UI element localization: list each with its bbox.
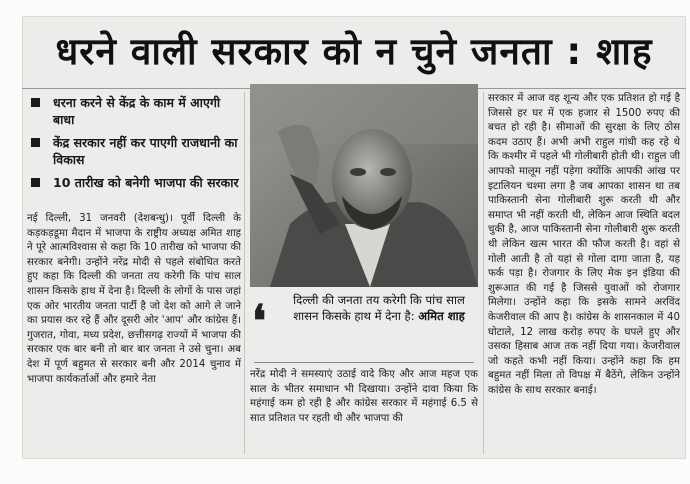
- column-divider: [244, 92, 245, 454]
- left-article-column: [27, 212, 241, 456]
- bullet-item: [27, 94, 242, 128]
- pull-quote: [250, 290, 478, 362]
- bullet-square-icon: [31, 98, 40, 107]
- headline: धरने वाली सरकार को न चुने जनता : शाह: [55, 30, 653, 73]
- portrait-photo-icon: [250, 84, 478, 287]
- left-column-text: नई दिल्ली, 31 जनवरी (देशबन्धु)। पूर्वी दिल्ली के कड़कड़डूमा मैदान में भाजपा के राष्ट्रीय अध्यक्ष अमित शाह ने पूरे आत्मविश्वास से कहा कि 10 तारीख को भाजपा की सरकार बनेगी। उन्होंने नरेंद्र मोदी से पहले संबोधित करते हुए कहा कि दिल्ली की जनता तय करेगी कि पांच साल शासन किसके हाथ में देना है। दिल्ली के लोगों के पास जहां एक ओर भारतीय जनता पार्टी है जो देश को आगे ले जाने का प्रयास कर रहे हैं और दूसरी ओर 'आप' और कांग्रेस हैं। गुजरात, गोवा, मध्य प्रदेश, छत्तीसगढ़ राज्यों में भाजपा की सरकार एक बार बनी तो बार बार जनता ने उसे चुना। अब देश में पूर्ण बहुमत से सरकार बनी और 2014 चुनाव में भाजपा कार्यकर्ताओं और हमारे नेता: [27, 213, 241, 385]
- bullet-text: केंद्र सरकार नहीं कर पाएगी राजधानी का विकास: [53, 135, 238, 167]
- middle-column-text: नरेंद्र मोदी ने समस्याएं उठाई वादे किए और आज महज एक साल के भीतर समाधान भी दिखाया। उन्होंने दावा किया कि महंगाई कम हो रही है और कांग्रेस सरकार में महंगाई 6.5 से सात प्रतिशत पर रहती थी और भाजपा की: [250, 369, 478, 424]
- bullet-list: [27, 94, 242, 197]
- column-divider: [483, 92, 484, 454]
- bullet-item: [27, 174, 242, 191]
- newspaper-clipping: [22, 16, 686, 459]
- middle-article-column: [250, 368, 478, 456]
- right-column-text: सरकार में आज वह शून्य और एक प्रतिशत हो गई है जिससे हर घर में एक हजार से 1500 रुपए की बचत हो रही है। सीमाओं की सुरक्षा के लिए ठोस कदम उठाए हैं। अभी अभी राहुल गांधी कह रहे थे कि कश्मीर में पहले भी गोलीबारी होती थी। राहुल जी आपको मालूम नहीं पड़ेगा क्योंकि आपकी आंख पर इटालियन चश्मा लगा है जब आपका शासन था तब पाकिस्तानी सेना गोलीबारी शुरू करती थी और समाप्त भी नहीं करती थी, लेकिन आज स्थिति बदल चुकी है, आज पाकिस्तानी सेना गोलीबारी शुरू करती थी लेकिन खत्म भारत की फौज करती है। वहां से गोली आती है तो यहां से गोला दागा जाता है, यह फर्क पड़ा है। रोजगार के लिए मेक इन इंडिया की शुरूआत की गई है जिससे युवाओं को रोजगार मिलेगा। उन्होंने कहा कि इसके सामने अरविंद केजरीवाल की आप है। कांग्रेस के शासनकाल में 40 घोटाले, 12 लाख करोड़ रुपए के घपले हुए और उसका हिसाब आज तक नहीं दिया गया। केजरीवाल जो कहते कभी नहीं किया। उन्होंने कहा कि हम बहुमत नहीं मिला तो विपक्ष में बैठेंगे, लेकिन उन्होंने कांग्रेस के साथ सरकार बनाई।: [488, 93, 680, 396]
- quote-mark-icon: ❛: [252, 296, 267, 347]
- pull-quote-text: [284, 292, 474, 324]
- portrait-photo: [250, 84, 478, 287]
- bullet-square-icon: [31, 138, 40, 147]
- bullet-square-icon: [31, 178, 40, 187]
- bullet-text: धरना करने से केंद्र के काम में आएगी बाधा: [53, 95, 221, 127]
- bullet-item: [27, 134, 242, 168]
- quote-attribution: अमित शाह: [418, 309, 465, 323]
- right-article-column: [488, 92, 680, 456]
- quote-text: दिल्ली की जनता तय करेगी कि पांच साल शासन किसके हाथ में देना है:: [293, 293, 465, 323]
- quote-rule: [254, 362, 474, 363]
- bullet-text: 10 तारीख को बनेगी भाजपा की सरकार: [53, 175, 239, 190]
